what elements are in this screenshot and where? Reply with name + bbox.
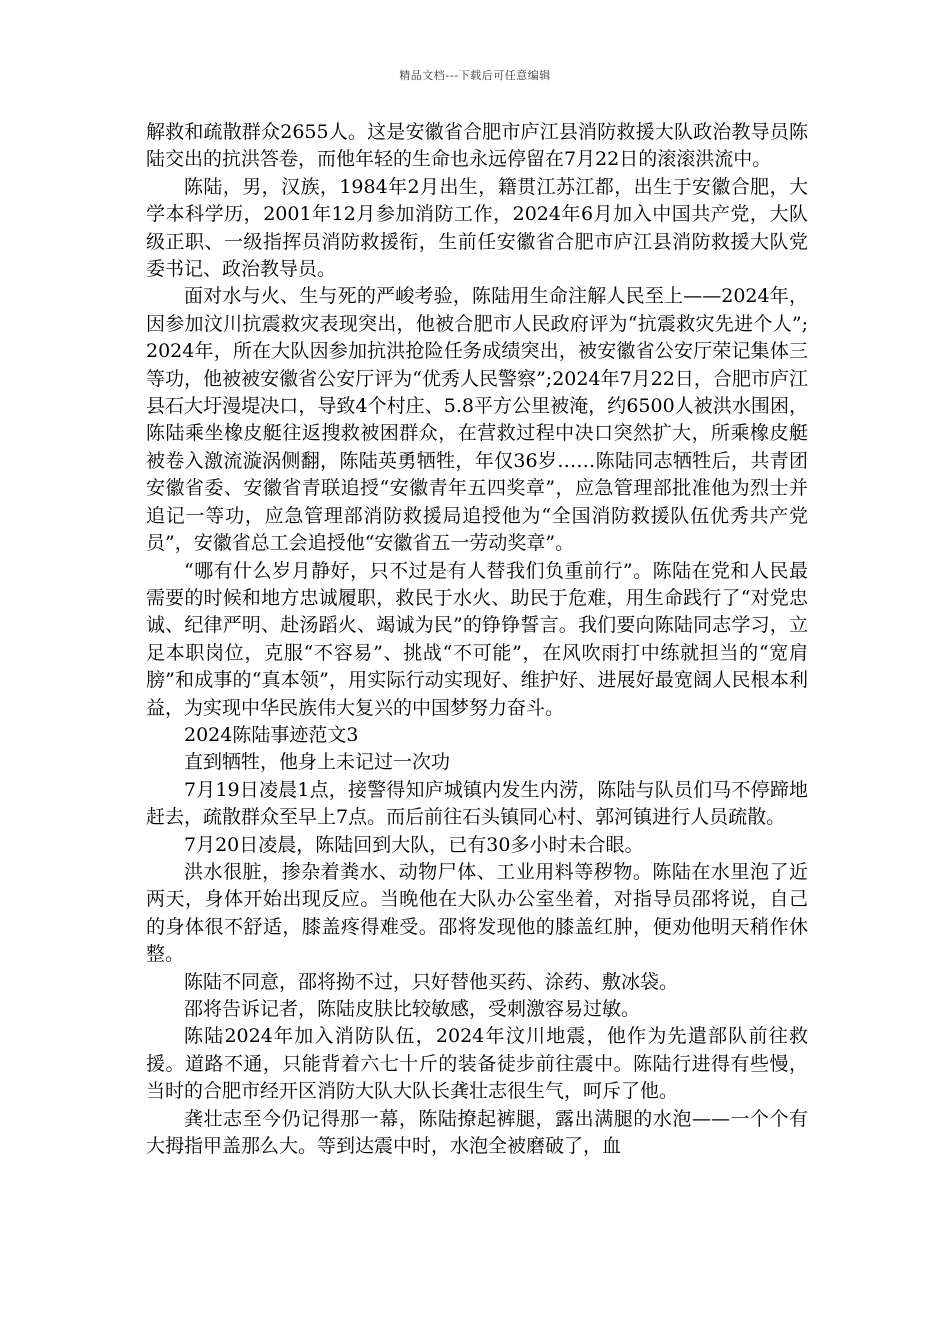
paragraph: 7月20日凌晨，陈陆回到大队，已有30多小时未合眼。 <box>184 833 644 856</box>
paragraph: 陈陆2024年加入消防队伍，2024年汶川地震，他作为先遣部队前往救援。道路不通，只能背着六七十斤的装备徒步前往震中。陈陆行进得有些慢，当时的合肥市经开区消防大队大队长龚壮志很生气，呵斥了他。 <box>146 1025 808 1103</box>
paragraph: “哪有什么岁月静好，只不过是有人替我们负重前行”。陈陆在党和人民最需要的时候和地方忠诚履职，救民于水火、助民于危难，用生命践行了“对党忠诚、纪律严明、赴汤蹈火、竭诚为民”的铮铮誓言。我们要向陈陆同志学习，立足本职岗位，克服“不容易”、挑战“不可能”，在风吹雨打中练就担当的“宽肩膀”和成事的“真本领”，用实际行动实现好、维护好、进展好最宽阔人民根本利益，为实现中华民族伟大复兴的中国梦努力奋斗。 <box>146 559 808 719</box>
document-body <box>146 119 808 1160</box>
paragraph: 龚壮志至今仍记得那一幕，陈陆撩起裤腿，露出满腿的水泡——一个个有大拇指甲盖那么大。等到达震中时，水泡全被磨破了，血 <box>146 1107 808 1158</box>
subtitle: 直到牺牲，他身上未记过一次功 <box>184 751 451 774</box>
paragraph: 洪水很脏，掺杂着粪水、动物尸体、工业用料等秽物。陈陆在水里泡了近两天，身体开始出现反应。当晚他在大队办公室坐着，对指导员邵将说，自己的身体很不舒适，膝盖疼得难受。邵将发现他的膝盖红肿，便劝他明天稍作休整。 <box>146 860 808 966</box>
paragraph: 陈陆，男，汉族，1984年2月出生，籍贯江苏江都，出生于安徽合肥，大学本科学历，2001年12月参加消防工作，2024年6月加入中国共产党，大队级正职、一级指挥员消防救援衔，生前任安徽省合肥市庐江县消防救援大队党委书记、政治教导员。 <box>146 175 808 281</box>
paragraph: 陈陆不同意，邵将拗不过，只好替他买药、涂药、敷冰袋。 <box>184 970 679 993</box>
page-header: 精品文档---下载后可任意编辑 <box>399 69 551 82</box>
paragraph: 面对水与火、生与死的严峻考验，陈陆用生命注解人民至上——2024年，因参加汶川抗震救灾表现突出，他被合肥市人民政府评为“抗震救灾先进个人”;2024年，所在大队因参加抗洪抢险任务成绩突出，被安徽省公安厅荣记集体三等功，他被被安徽省公安厅评为“优秀人民警察”;2024年7月22日，合肥市庐江县石大圩漫堤决口，导致4个村庄、5.8平方公里被淹，约6500人被洪水围困，陈陆乘坐橡皮艇往返搜救被困群众，在营救过程中决口突然扩大，所乘橡皮艇被卷入激流漩涡侧翻，陈陆英勇牺牲，年仅36岁……陈陆同志牺牲后，共青团安徽省委、安徽省青联追授“安徽青年五四奖章”，应急管理部批准他为烈士并追记一等功，应急管理部消防救援局追授他为“全国消防救援队伍优秀共产党员”，安徽省总工会追授他“安徽省五一劳动奖章”。 <box>146 285 808 555</box>
section-title: 2024陈陆事迹范文3 <box>184 723 359 746</box>
paragraph: 7月19日凌晨1点，接警得知庐城镇内发生内涝，陈陆与队员们马不停蹄地赶去，疏散群众至早上7点。而后前往石头镇同心村、郭河镇进行人员疏散。 <box>146 778 808 829</box>
paragraph: 邵将告诉记者，陈陆皮肤比较敏感，受刺激容易过敏。 <box>184 998 641 1020</box>
paragraph: 解救和疏散群众2655人。这是安徽省合肥市庐江县消防救援大队政治教导员陈陆交出的抗洪答卷，而他年轻的生命也永远停留在7月22日的滚滚洪流中。 <box>146 121 808 171</box>
